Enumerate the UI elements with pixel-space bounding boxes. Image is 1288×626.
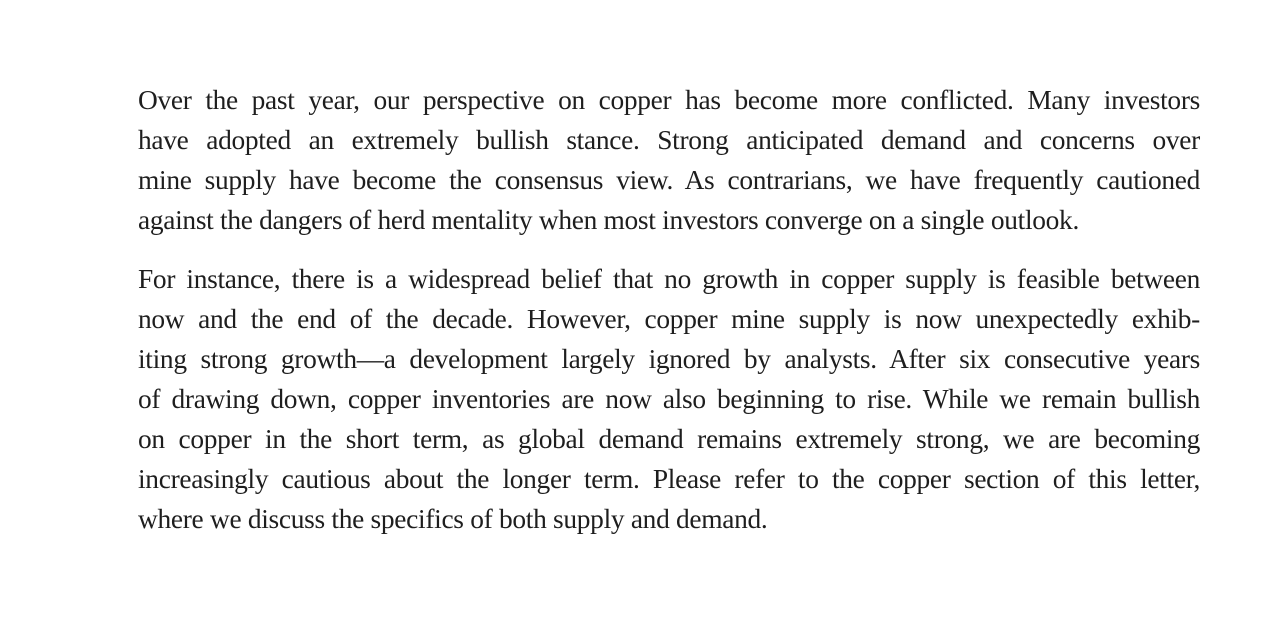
text-line: against the dangers of herd mentality when most investors converge on a single outlook. — [138, 205, 1079, 235]
text-line: Over the past year, our perspective on copper has become more conflicted. Many investors — [138, 85, 1200, 115]
text-line: of drawing down, copper inventories are now also beginning to rise. While we remain bullish — [138, 384, 1200, 414]
text-line: mine supply have become the consensus view. As contrarians, we have frequently cautioned — [138, 165, 1200, 195]
text-line: have adopted an extremely bullish stance. Strong anticipated demand and concerns over — [138, 125, 1200, 155]
text-line: now and the end of the decade. However, copper mine supply is now unexpectedly exhib- — [138, 304, 1200, 334]
text-line: increasingly cautious about the longer term. Please refer to the copper section of this letter, — [138, 464, 1200, 494]
paragraph-2 — [138, 259, 1200, 539]
document-body — [138, 80, 1200, 539]
text-line: For instance, there is a widespread belief that no growth in copper supply is feasible between — [138, 264, 1200, 294]
text-line: where we discuss the specifics of both supply and demand. — [138, 504, 768, 534]
text-line: on copper in the short term, as global demand remains extremely strong, we are becoming — [138, 424, 1200, 454]
paragraph-1 — [138, 80, 1200, 240]
text-line: iting strong growth—a development largely ignored by analysts. After six consecutive years — [138, 344, 1200, 374]
